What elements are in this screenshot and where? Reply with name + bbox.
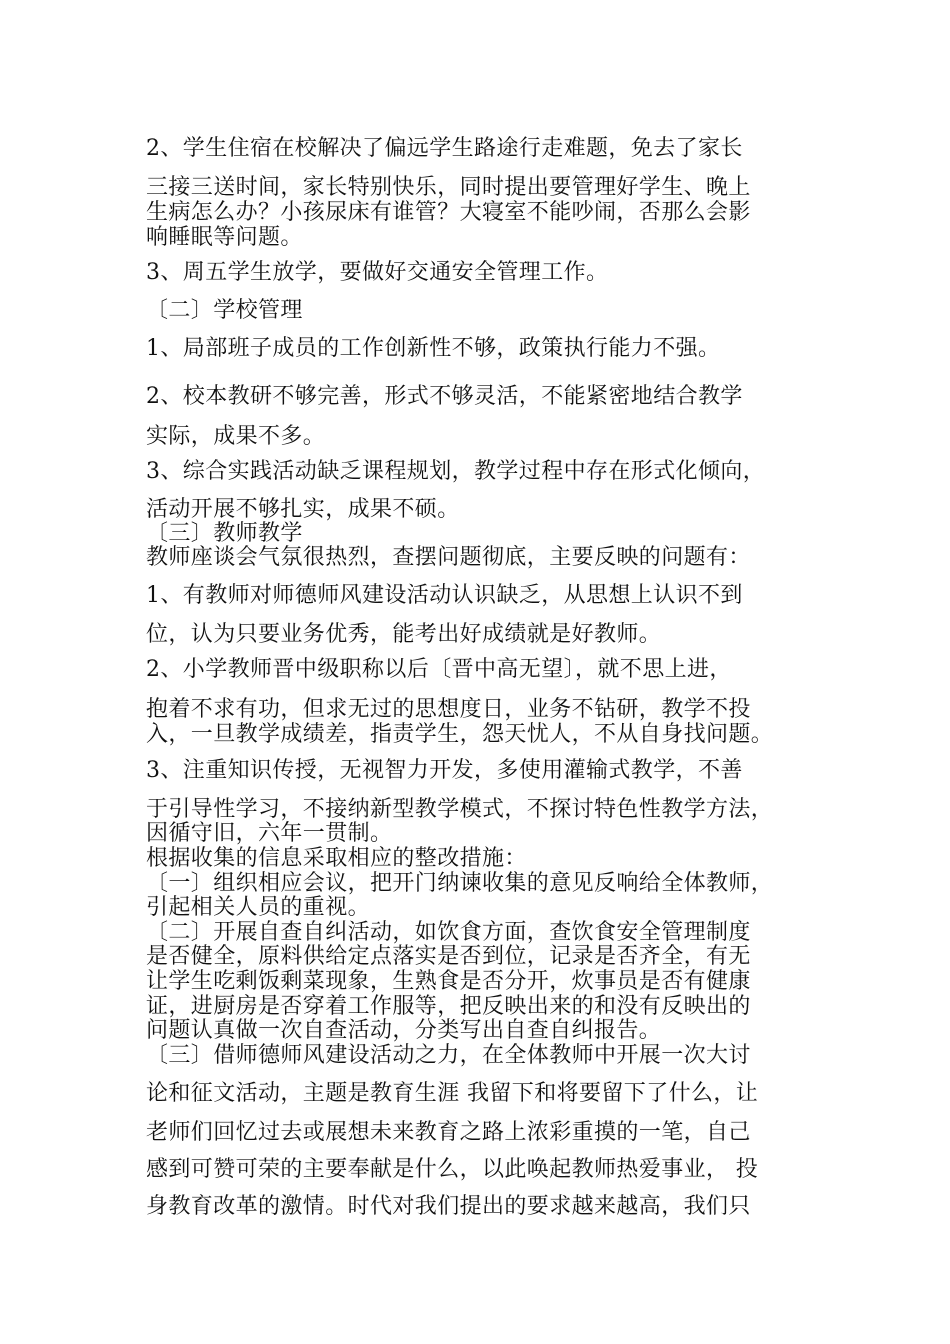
text-line: 3、周五学生放学，要做好交通安全管理工作。 (146, 260, 609, 285)
text-line: 根据收集的信息采取相应的整改措施： (146, 846, 527, 871)
text-line: 让学生吃剩饭剩菜现象，生熟食是否分开，炊事员是否有健康 (146, 969, 751, 994)
text-line: 1、有教师对师德师风建设活动认识缺乏，从思想上认识不到 (146, 583, 743, 608)
section-heading: 〔二〕学校管理 (146, 298, 303, 323)
text-line: 〔三〕借师德师风建设活动之力，在全体教师中开展一次大讨 (146, 1043, 751, 1068)
text-line: 证，进厨房是否穿着工作服等，把反映出来的和没有反映出的 (146, 994, 751, 1019)
text-line: 引起相关人员的重视。 (146, 895, 371, 920)
text-line: 〔一〕组织相应会议，把开门纳谏收集的意见反响给全体教师， (146, 871, 774, 896)
text-line: 〔二〕开展自查自纠活动，如饮食方面，查饮食安全管理制度 (146, 920, 751, 945)
text-line: 活动开展不够扎实，成果不硕。 (146, 497, 460, 522)
text-line: 1、局部班子成员的工作创新性不够，政策执行能力不强。 (146, 336, 721, 361)
text-line: 问题认真做一次自查活动，分类写出自查自纠报告。 (146, 1018, 662, 1043)
text-line: 位，认为只要业务优秀，能考出好成绩就是好教师。 (146, 622, 662, 647)
text-line: 响睡眠等问题。 (146, 225, 303, 250)
text-line: 教师座谈会气氛很热烈，查摆问题彻底，主要反映的问题有： (146, 545, 751, 570)
text-line: 3、综合实践活动缺乏课程规划，教学过程中存在形式化倾向， (146, 459, 766, 484)
text-line: 2、小学教师晋中级职称以后〔晋中高无望〕，就不思上进， (146, 657, 732, 682)
section-heading: 〔三〕教师教学 (146, 521, 303, 546)
text-line: 三接三送时间，家长特别快乐，同时提出要管理好学生、晚上 (146, 175, 751, 200)
text-line: 抱着不求有功，但求无过的思想度日，业务不钻研，教学不投 (146, 697, 751, 722)
text-line: 感到可赞可荣的主要奉献是什么，以此唤起教师热爱事业， 投 (146, 1157, 759, 1182)
text-line: 论和征文活动，主题是教育生涯 我留下和将要留下了什么，让 (146, 1081, 759, 1106)
text-line: 身教育改革的激情。时代对我们提出的要求越来越高，我们只 (146, 1194, 751, 1219)
text-line: 生病怎么办？小孩尿床有谁管？大寝室不能吵闹，否那么会影 (146, 200, 751, 225)
text-line: 2、学生住宿在校解决了偏远学生路途行走难题，免去了家长 (146, 136, 743, 161)
text-line: 于引导性学习，不接纳新型教学模式，不探讨特色性教学方法， (146, 797, 774, 822)
text-line: 是否健全，原料供给定点落实是否到位，记录是否齐全，有无 (146, 944, 751, 969)
text-line: 3、注重知识传授，无视智力开发，多使用灌输式教学，不善 (146, 758, 743, 783)
text-line: 入，一旦教学成绩差，指责学生，怨天忧人，不从自身找问题。 (146, 722, 774, 747)
text-line: 实际，成果不多。 (146, 424, 326, 449)
text-line: 2、校本教研不够完善，形式不够灵活，不能紧密地结合教学 (146, 384, 743, 409)
text-line: 因循守旧，六年一贯制。 (146, 821, 393, 846)
text-line: 老师们回忆过去或展想未来教育之路上浓彩重摸的一笔，自己 (146, 1120, 751, 1145)
